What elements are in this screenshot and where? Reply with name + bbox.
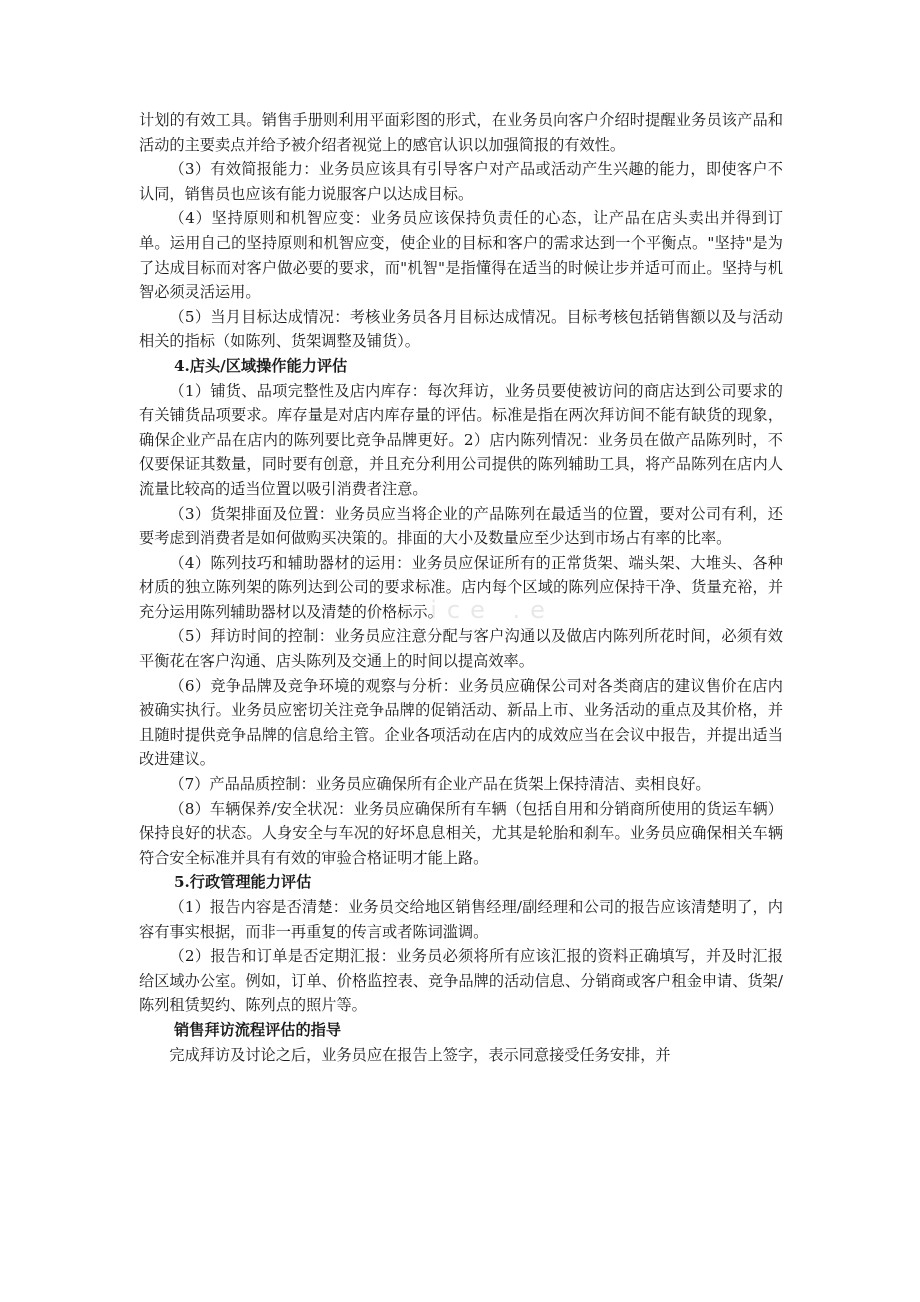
paragraph-section4-item-6: （6）竞争品牌及竞争环境的观察与分析：业务员应确保公司对各类商店的建议售价在店内被确实执行。业务员应密切关注竞争品牌的促销活动、新品上市、业务活动的重点及其价格，并且随时提供竞争品牌的信息给主管。企业各项活动在店内的成效应当在会议中报告，并提出适当改进建议。 <box>139 676 783 769</box>
section-heading-guide: 销售拜访流程评估的指导 <box>173 1020 342 1039</box>
paragraph-intro: 计划的有效工具。销售手册则利用平面彩图的形式，在业务员向客户介绍时提醒业务员该产品和活动的主要卖点并给予被介绍者视觉上的感官认识以加强简报的有效性。 <box>139 111 783 154</box>
paragraph-item-3: （3）有效简报能力：业务员应该具有引导客户对产品或活动产生兴趣的能力，即使客户不认同，销售员也应该有能力说服客户以达成目标。 <box>139 160 783 203</box>
section-heading-4: 4.店头/区域操作能力评估 <box>173 356 348 375</box>
paragraph-item-5: （5）当月目标达成情况：考核业务员各月目标达成情况。目标考核包括销售额以及与活动相关的指标（如陈列、货架调整及铺货）。 <box>139 307 783 351</box>
paragraph-section5-item-1: （1）报告内容是否清楚：业务员交给地区销售经理/副经理和公司的报告应该清楚明了，内容有事实根据，而非一再重复的传言或者陈词滥调。 <box>139 898 783 941</box>
paragraph-item-4: （4）坚持原则和机智应变：业务员应该保持负责任的心态，让产品在店头卖出并得到订单。运用自己的坚持原则和机智应变，使企业的目标和客户的需求达到一个平衡点。"坚持"是为了达成目标而对客户做必要的要求，而"机智"是指懂得在适当的时候让步并适可而止。坚持与机智必须灵活运用。 <box>139 209 783 302</box>
paragraph-section4-item-7: （7）产品品质控制：业务员应确保所有企业产品在货架上保持清洁、卖相良好。 <box>169 775 711 794</box>
paragraph-section4-item-1-2: （1）铺货、品项完整性及店内库存：每次拜访，业务员要使被访问的商店达到公司要求的有关铺货品项要求。库存量是对店内库存量的评估。标准是指在两次拜访间不能有缺货的现象，确保企业产品在店内的陈列要比竞争品牌更好。2）店内陈列情况：业务员在做产品陈列时，不仅要保证其数量，同时要有创意，并且充分利用公司提供的陈列辅助工具，将产品陈列在店内人流量比较高的适当位置以吸引消费者注意。 <box>139 381 783 498</box>
watermark: . ice .e <box>395 596 555 624</box>
paragraph-section4-item-5: （5）拜访时间的控制：业务员应注意分配与客户沟通以及做店内陈列所花时间，必须有效平衡花在客户沟通、店头陈列及交通上的时间以提高效率。 <box>139 627 783 671</box>
document-body <box>139 108 783 1067</box>
paragraph-section4-item-3: （3）货架排面及位置：业务员应当将企业的产品陈列在最适当的位置，要对公司有利，还要考虑到消费者是如何做购买决策的。排面的大小及数量应至少达到市场占有率的比率。 <box>139 504 783 548</box>
paragraph-section4-item-4: （4）陈列技巧和辅助器材的运用：业务员应保证所有的正常货架、端头架、大堆头、各种材质的独立陈列架的陈列达到公司的要求标准。店内每个区域的陈列应保持干净、货量充裕，并充分运用陈列辅助器材以及清楚的价格标示。 <box>139 553 783 621</box>
paragraph-guide: 完成拜访及讨论之后，业务员应在报告上签字，表示同意接受任务安排，并 <box>169 1045 671 1064</box>
paragraph-section4-item-8: （8）车辆保养/安全状况：业务员应确保所有车辆（包括自用和分销商所使用的货运车辆）保持良好的状态。人身安全与车况的好坏息息相关，尤其是轮胎和刹车。业务员应确保相关车辆符合安全标准并具有有效的审验合格证明才能上路。 <box>139 799 783 867</box>
section-heading-5: 5.行政管理能力评估 <box>173 873 312 892</box>
paragraph-section5-item-2: （2）报告和订单是否定期汇报：业务员必须将所有应该汇报的资料正确填写，并及时汇报给区域办公室。例如，订单、价格监控表、竞争品牌的活动信息、分销商或客户租金申请、货架/陈列租赁契约、陈列点的照片等。 <box>139 947 783 1015</box>
